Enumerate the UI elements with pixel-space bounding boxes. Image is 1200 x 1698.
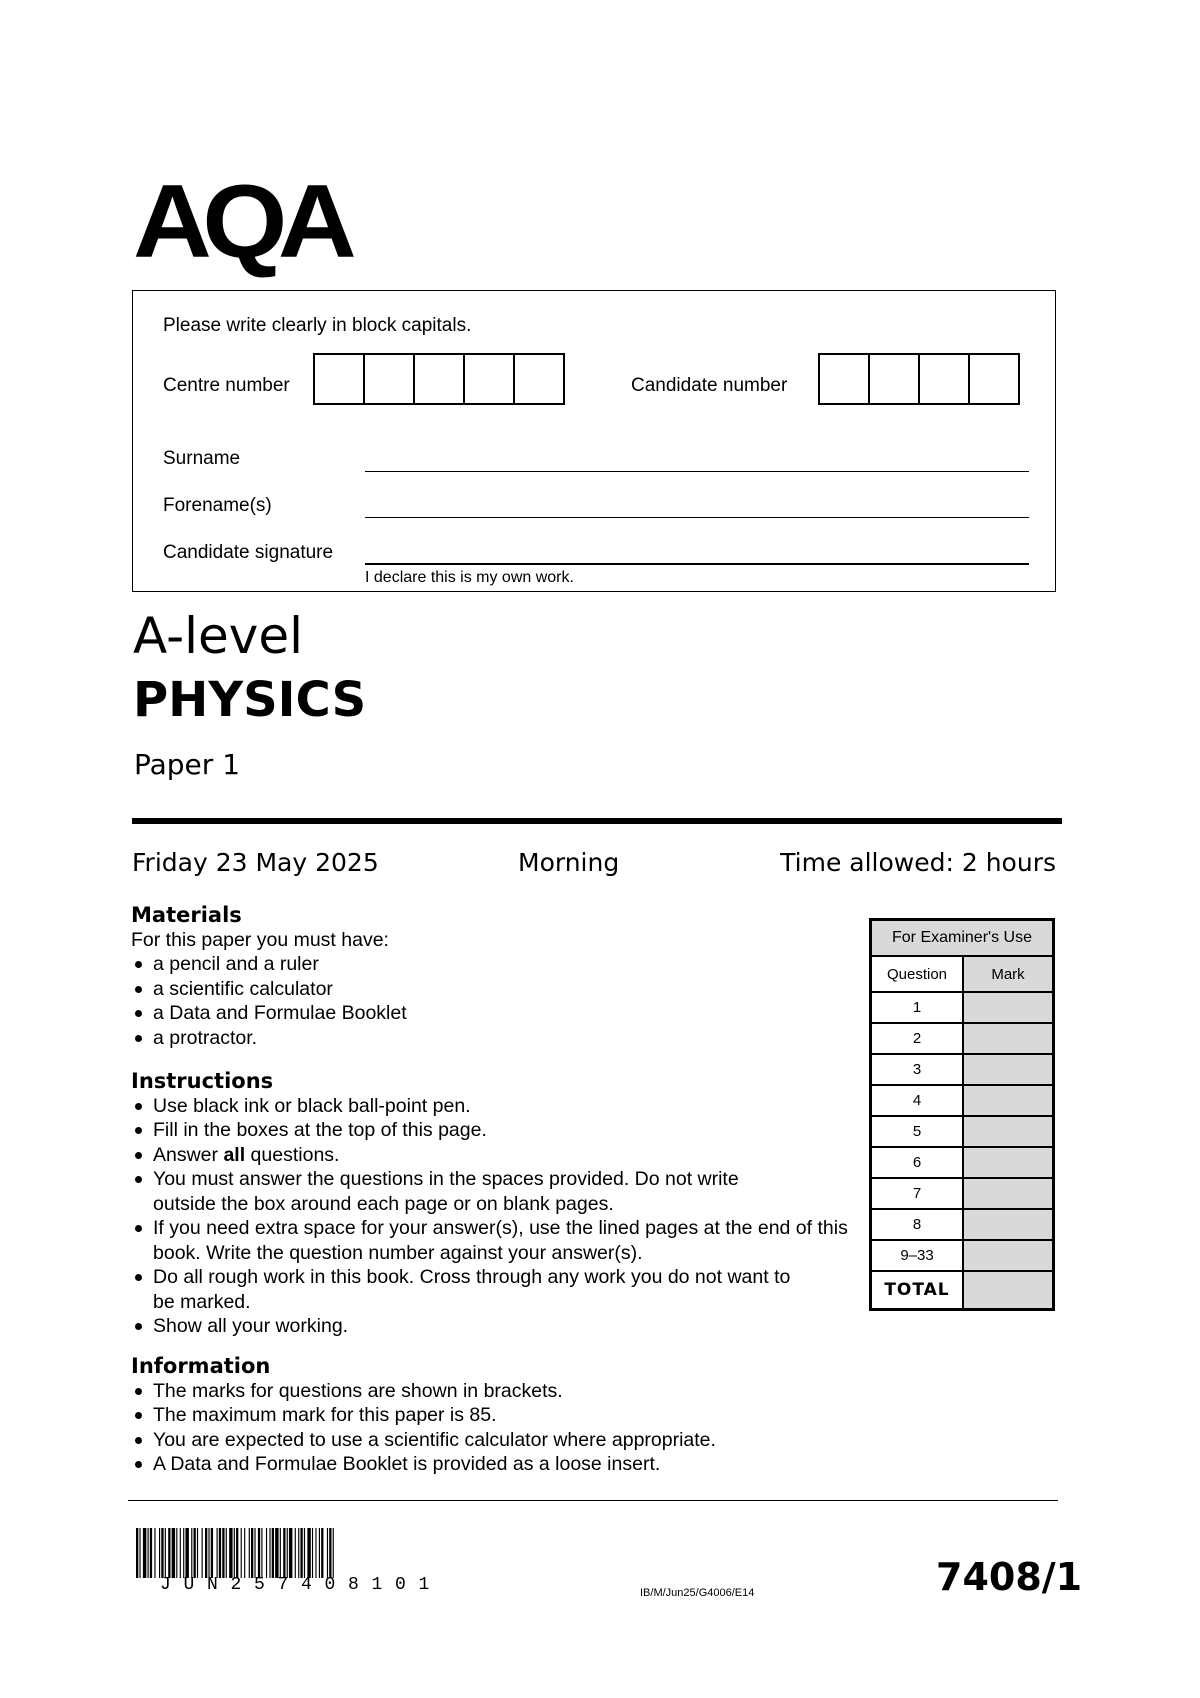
table-row xyxy=(871,1209,1054,1240)
barcode-bar xyxy=(205,1528,207,1578)
barcode-bar xyxy=(258,1528,260,1578)
exam-date: Friday 23 May 2025 xyxy=(132,848,379,877)
barcode-bar xyxy=(289,1528,292,1578)
footer-divider xyxy=(128,1500,1058,1501)
question-number-cell: 8 xyxy=(871,1209,964,1240)
centre-number-digit[interactable] xyxy=(363,353,415,405)
question-number-cell: 7 xyxy=(871,1178,964,1209)
materials-heading: Materials xyxy=(131,903,242,927)
list-item: a protractor. xyxy=(131,1026,407,1051)
forenames-label: Forename(s) xyxy=(163,495,272,516)
forenames-line[interactable] xyxy=(365,517,1029,518)
list-item xyxy=(131,1143,851,1168)
barcode-image xyxy=(136,1528,486,1580)
mark-cell xyxy=(963,1178,1054,1209)
list-item: If you need extra space for your answer(s), use the lined pages at the end of this book. Write the question number against your answer(s). xyxy=(131,1216,853,1265)
table-row xyxy=(871,1023,1054,1054)
list-item: Fill in the boxes at the top of this page. xyxy=(131,1118,851,1143)
specification-code: 7408/1 xyxy=(936,1555,1083,1599)
candidate-number-digit[interactable] xyxy=(968,353,1020,405)
barcode-bar xyxy=(191,1528,192,1578)
barcode-bar xyxy=(236,1528,238,1578)
barcode-bar xyxy=(136,1528,138,1578)
barcode-bar xyxy=(202,1528,203,1578)
total-label: TOTAL xyxy=(871,1271,964,1310)
barcode-bar xyxy=(159,1528,160,1578)
mark-cell xyxy=(963,1240,1054,1271)
barcode-bar xyxy=(241,1528,242,1578)
candidate-details-box xyxy=(132,290,1056,592)
table-row xyxy=(871,1116,1054,1147)
barcode-bar xyxy=(180,1528,181,1578)
aqa-logo: AQA xyxy=(133,164,348,280)
barcode-bar xyxy=(319,1528,320,1578)
barcode-bar xyxy=(172,1528,175,1578)
surname-line[interactable] xyxy=(365,471,1029,472)
information-section xyxy=(131,1354,716,1477)
candidate-number-digit[interactable] xyxy=(918,353,970,405)
information-heading: Information xyxy=(131,1354,271,1378)
barcode-bar xyxy=(208,1528,209,1578)
barcode-bar xyxy=(217,1528,218,1578)
centre-number-label: Centre number xyxy=(163,375,290,396)
table-row xyxy=(871,1054,1054,1085)
list-item: a scientific calculator xyxy=(131,977,407,1002)
examiner-use-table xyxy=(869,918,1055,1311)
barcode-bar xyxy=(321,1528,323,1578)
list-item: Do all rough work in this book. Cross through any work you do not want to be marked. xyxy=(131,1265,813,1314)
barcode-bar xyxy=(287,1528,288,1578)
list-item: You must answer the questions in the spaces provided. Do not write outside the box around each page or on blank pages. xyxy=(131,1167,753,1216)
mark-column-header: Mark xyxy=(963,956,1054,992)
barcode-bar xyxy=(298,1528,299,1578)
barcode-bar xyxy=(261,1528,262,1578)
instructions-list xyxy=(131,1094,851,1339)
candidate-number-digit[interactable] xyxy=(818,353,870,405)
barcode-bar xyxy=(165,1528,166,1578)
list-item: Show all your working. xyxy=(131,1314,851,1339)
candidate-number-boxes xyxy=(818,353,1020,405)
barcode-bar xyxy=(275,1528,278,1578)
question-number-cell: 1 xyxy=(871,992,964,1023)
answer-all-pre: Answer xyxy=(153,1143,224,1166)
barcode-bar xyxy=(304,1528,305,1578)
candidate-number-digit[interactable] xyxy=(868,353,920,405)
barcode-bar xyxy=(154,1528,155,1578)
barcode-bar xyxy=(197,1528,198,1578)
barcode-bar xyxy=(254,1528,255,1578)
barcode-bar xyxy=(283,1528,285,1578)
instructions-section xyxy=(131,1069,851,1339)
centre-number-digit[interactable] xyxy=(463,353,515,405)
exam-session: Morning xyxy=(518,848,620,877)
subject-title: PHYSICS xyxy=(133,672,367,728)
list-item: The maximum mark for this paper is 85. xyxy=(131,1403,716,1428)
answer-all-post: questions. xyxy=(245,1143,340,1166)
barcode-bar xyxy=(266,1528,267,1578)
list-item: Use black ink or black ball-point pen. xyxy=(131,1094,851,1119)
barcode-bar xyxy=(300,1528,302,1578)
level-title: A-level xyxy=(133,607,304,665)
examiner-table-rows xyxy=(871,992,1054,1271)
barcode-bar xyxy=(150,1528,152,1578)
barcode-bar xyxy=(219,1528,221,1578)
question-number-cell: 3 xyxy=(871,1054,964,1085)
barcode-bar xyxy=(211,1528,213,1578)
centre-number-boxes xyxy=(313,353,565,405)
signature-line[interactable] xyxy=(365,563,1029,565)
reference-code: IB/M/Jun25/G4006/E14 xyxy=(640,1587,755,1599)
candidate-number-label: Candidate number xyxy=(631,375,788,396)
barcode-bar xyxy=(244,1528,245,1578)
barcode-bar xyxy=(222,1528,224,1578)
barcode-bar xyxy=(307,1528,310,1578)
mark-cell xyxy=(963,1147,1054,1178)
signature-label: Candidate signature xyxy=(163,542,334,563)
barcode-bar xyxy=(272,1528,274,1578)
mark-cell xyxy=(963,1085,1054,1116)
barcode-bar xyxy=(315,1528,316,1578)
surname-label: Surname xyxy=(163,448,241,469)
question-number-cell: 9–33 xyxy=(871,1240,964,1271)
materials-intro: For this paper you must have: xyxy=(131,928,389,951)
table-row xyxy=(871,1240,1054,1271)
barcode-bar xyxy=(194,1528,196,1578)
barcode-bar xyxy=(161,1528,163,1578)
mark-cell xyxy=(963,992,1054,1023)
declaration-text: I declare this is my own work. xyxy=(365,569,574,586)
materials-list xyxy=(131,952,407,1050)
centre-number-digit[interactable] xyxy=(413,353,465,405)
barcode-bar xyxy=(185,1528,188,1578)
barcode-bar xyxy=(327,1528,328,1578)
list-item: a Data and Formulae Booklet xyxy=(131,1001,407,1026)
question-number-cell: 6 xyxy=(871,1147,964,1178)
centre-number-digit[interactable] xyxy=(313,353,365,405)
barcode-text: JUN257408101 xyxy=(160,1575,443,1595)
barcode-bar xyxy=(226,1528,227,1578)
time-allowed: Time allowed: 2 hours xyxy=(780,848,1056,877)
block-capitals-instruction: Please write clearly in block capitals. xyxy=(163,315,472,336)
barcode-bar xyxy=(229,1528,232,1578)
barcode-bar xyxy=(312,1528,313,1578)
question-number-cell: 5 xyxy=(871,1116,964,1147)
barcode-bar xyxy=(139,1528,140,1578)
table-row xyxy=(871,1085,1054,1116)
barcode-bar xyxy=(183,1528,184,1578)
paper-title: Paper 1 xyxy=(134,748,241,781)
mark-cell xyxy=(963,1116,1054,1147)
list-item: You are expected to use a scientific calculator where appropriate. xyxy=(131,1428,716,1453)
barcode-bar xyxy=(249,1528,250,1578)
barcode-bar xyxy=(148,1528,149,1578)
question-column-header: Question xyxy=(871,956,964,992)
barcode-bar xyxy=(269,1528,270,1578)
examiner-table-title: For Examiner's Use xyxy=(871,920,1054,957)
question-number-cell: 2 xyxy=(871,1023,964,1054)
barcode-bar xyxy=(329,1528,331,1578)
barcode-bar xyxy=(234,1528,235,1578)
barcode-bar xyxy=(295,1528,296,1578)
barcode-bar xyxy=(168,1528,170,1578)
mark-cell xyxy=(963,1054,1054,1085)
answer-all-emphasis: all xyxy=(223,1143,246,1166)
header-divider xyxy=(132,818,1062,824)
centre-number-digit[interactable] xyxy=(513,353,565,405)
list-item: The marks for questions are shown in brackets. xyxy=(131,1379,716,1404)
barcode-bar xyxy=(251,1528,253,1578)
total-mark-cell xyxy=(963,1271,1054,1310)
list-item: A Data and Formulae Booklet is provided as a loose insert. xyxy=(131,1452,716,1477)
instructions-heading: Instructions xyxy=(131,1069,274,1093)
mark-cell xyxy=(963,1209,1054,1240)
barcode-bar xyxy=(280,1528,281,1578)
table-row xyxy=(871,992,1054,1023)
information-list xyxy=(131,1379,716,1477)
table-row xyxy=(871,1178,1054,1209)
barcode-bar xyxy=(333,1528,334,1578)
question-number-cell: 4 xyxy=(871,1085,964,1116)
list-item: a pencil and a ruler xyxy=(131,952,407,977)
mark-cell xyxy=(963,1023,1054,1054)
materials-section xyxy=(131,903,407,1050)
barcode-bar xyxy=(143,1528,146,1578)
barcode-bar xyxy=(176,1528,177,1578)
table-row xyxy=(871,1147,1054,1178)
